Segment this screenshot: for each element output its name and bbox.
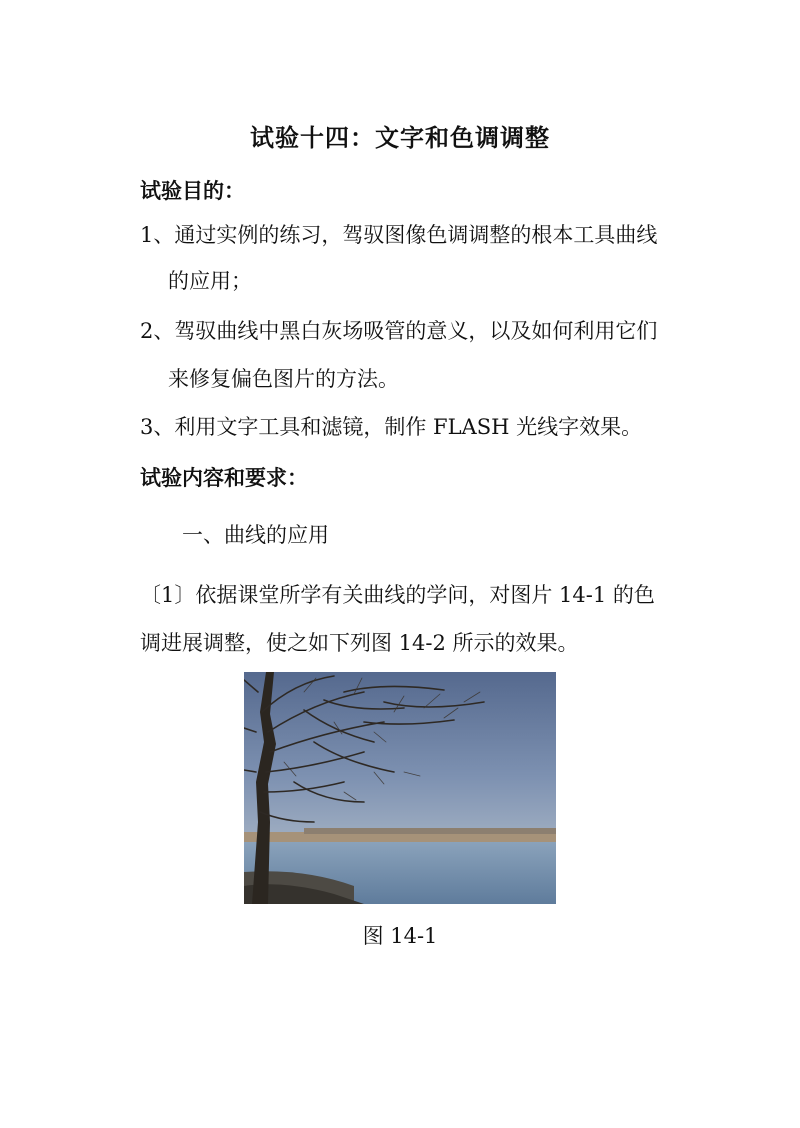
page-title: 试验十四：文字和色调调整 bbox=[250, 123, 550, 152]
section-title: 一、曲线的应用 bbox=[182, 523, 329, 547]
paragraph-line-2: 调进展调整，使之如下列图 14-2 所示的效果。 bbox=[140, 631, 579, 655]
paragraph-line-1: 〔1〕依据课堂所学有关曲线的学问，对图片 14-1 的色 bbox=[140, 583, 655, 607]
objective-1-line-1: 1、通过实例的练习，驾驭图像色调调整的根本工具曲线 bbox=[140, 223, 658, 247]
figure-14-1-photo bbox=[244, 672, 556, 904]
objective-3-line-1: 3、利用文字工具和滤镜，制作 FLASH 光线字效果。 bbox=[140, 415, 643, 439]
objective-2-line-1: 2、驾驭曲线中黑白灰场吸管的意义，以及如何利用它们 bbox=[140, 319, 658, 343]
objectives-heading: 试验目的： bbox=[140, 179, 245, 203]
figure-caption: 图 14-1 bbox=[362, 924, 438, 948]
objective-1-line-2: 的应用； bbox=[168, 269, 252, 293]
objective-2-line-2: 来修复偏色图片的方法。 bbox=[168, 367, 399, 391]
landscape-image bbox=[244, 672, 556, 904]
content-heading: 试验内容和要求： bbox=[140, 466, 308, 490]
